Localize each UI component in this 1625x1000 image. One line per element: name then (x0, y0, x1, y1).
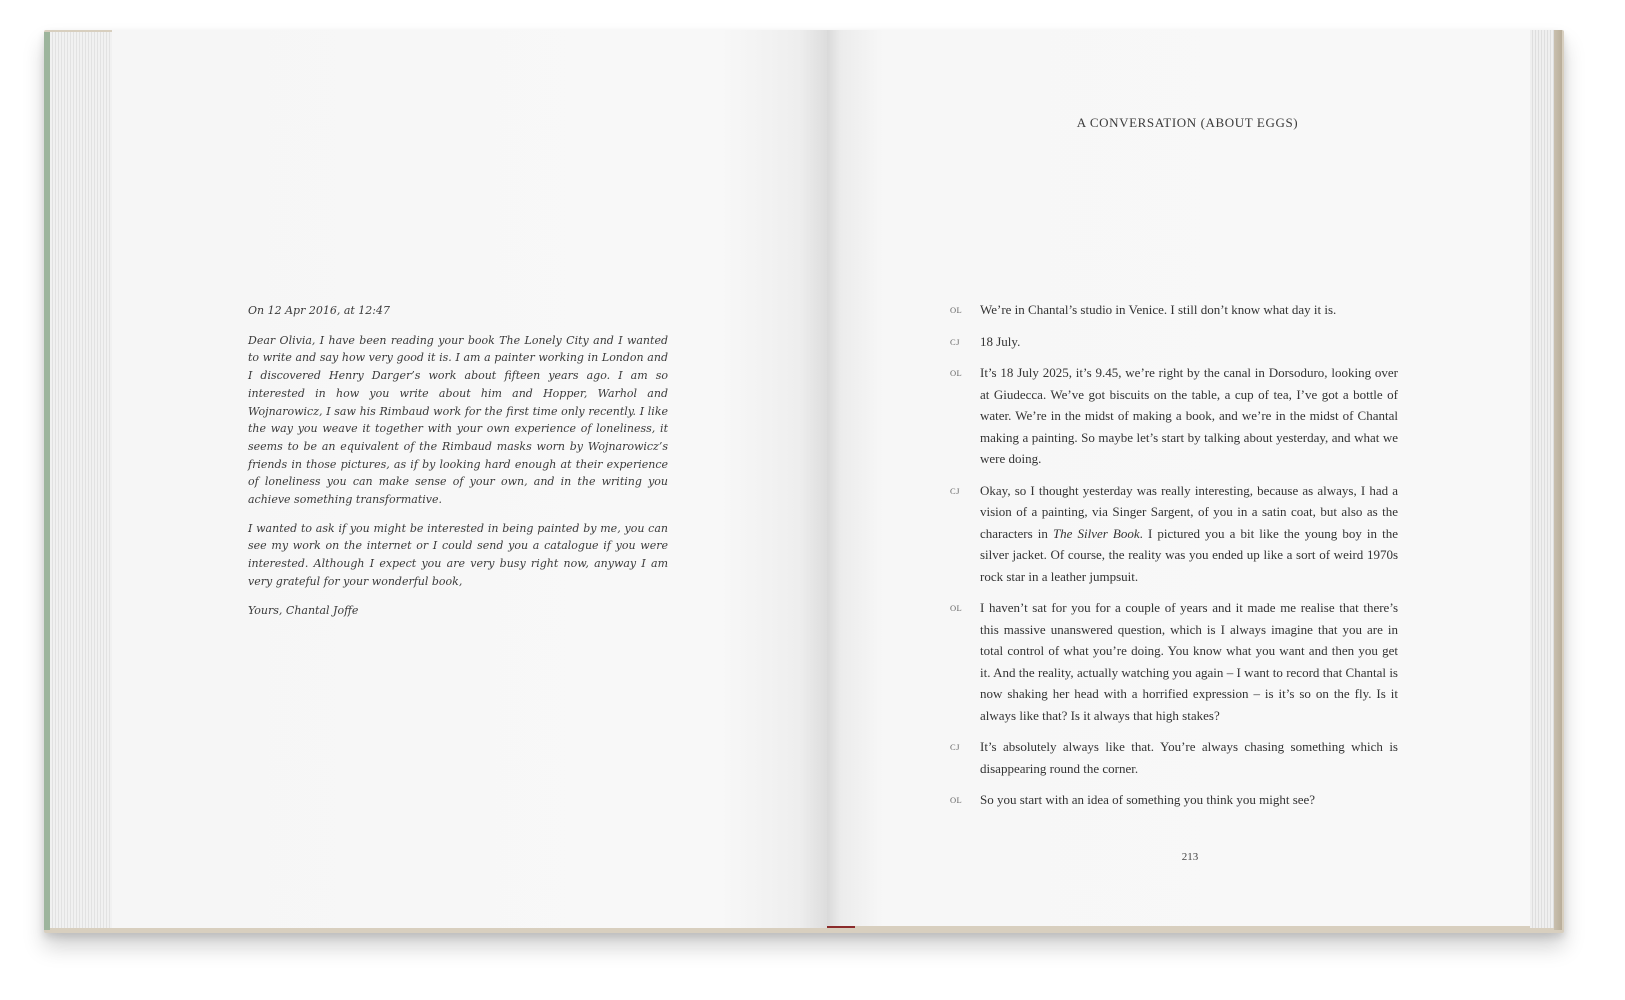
dialog-text: So you start with an idea of something you think you might see? (980, 792, 1316, 807)
speaker-label: CJ (950, 485, 960, 496)
conversation-transcript (950, 299, 1398, 821)
letter-sign-off: Yours, Chantal Joffe (248, 603, 359, 617)
speaker-label: CJ (950, 742, 960, 752)
dialog-text: It’s absolutely always like that. You’re always chasing something which is disappearing round the corner. (980, 739, 1398, 776)
page-block-right (1530, 30, 1554, 928)
dialog-text: I haven’t sat for you for a couple of years and it made me realise that there’s this massive unanswered question, which is I always imagine that you are in total control of what you’re doing. You know what you want and then you get it. And the reality, actually watching you again – I want to record that Chantal is now shaking her head with a horrified expression – is it’s so on the fly. Is it always like that? Is it always that high stakes? (980, 600, 1398, 723)
speaker-label: OL (950, 368, 963, 378)
dialog-entry (950, 789, 1398, 811)
dialog-text: It’s 18 July 2025, it’s 9.45, we’re right by the canal in Dorsoduro, looking over at Giudecca. We’ve got biscuits on the table, a cup of tea, I’ve got a bottle of water. We’re in the midst of making a book, and we’re in the midst of Chantal making a painting. So maybe let’s start by talking about yesterday, and what we were doing. (980, 365, 1398, 466)
dialog-entry (950, 736, 1398, 779)
dialog-entry (950, 299, 1398, 321)
dialog-text: . I pictured you a bit like the young boy in the silver jacket. Of course, the reality was you ended up like a sort of weird 1970s rock star in a leather jumpsuit. (980, 525, 1398, 584)
letter-paragraph-1: Dear Olivia, I have been reading your book The Lonely City and I wanted to write and say how very good it is. I am a painter working in London and I discovered Henry Darger’s work about fifteen years ago. I am so interested in how you write about him and Hopper, Warhol and Wojnarowicz, I saw his Rimbaud work for the first time only recently. I like the way you weave it together with your own experience of loneliness, it seems to be an equivalent of the Rimbaud masks worn by Wojnarowicz’s friends in those pictures, as if by looking hard enough at their experience of loneliness you can make sense of your own, and in the writing you achieve something transformative. (248, 333, 668, 507)
book-title: The Silver Book (1052, 525, 1140, 541)
speaker-label: OL (950, 795, 963, 805)
letter-date: On 12 Apr 2016, at 12:47 (248, 304, 390, 317)
dialog-entry (950, 331, 1398, 353)
speaker-label: OL (950, 603, 963, 613)
dialog-entry (950, 480, 1398, 588)
dialog-entry (950, 597, 1398, 726)
cover-edge-right (1554, 30, 1562, 930)
speaker-label: OL (950, 305, 963, 315)
email-letter (248, 302, 668, 630)
dialog-text: Okay, so I thought yesterday was really interesting, because as always, I had a vision of a painting, via Singer Sargent, of you in a satin coat, but also as the characters in (980, 482, 1398, 541)
page-number: 213 (1181, 851, 1199, 863)
dialog-text: We’re in Chantal’s studio in Venice. I still don’t know what day it is. (980, 302, 1337, 317)
letter-paragraph-2: I wanted to ask if you might be interested in being painted by me, you can see my work on the internet or I could send you a catalogue if you were interested. Although I expect you are very busy right now, anyway I am very grateful for your wonderful book, (248, 521, 668, 588)
dialog-entry (950, 362, 1398, 470)
dialog-text: 18 July. (980, 333, 1021, 349)
running-head: A CONVERSATION (ABOUT EGGS) (1076, 115, 1299, 130)
speaker-label: CJ (950, 336, 960, 347)
page-block-left (50, 32, 112, 928)
